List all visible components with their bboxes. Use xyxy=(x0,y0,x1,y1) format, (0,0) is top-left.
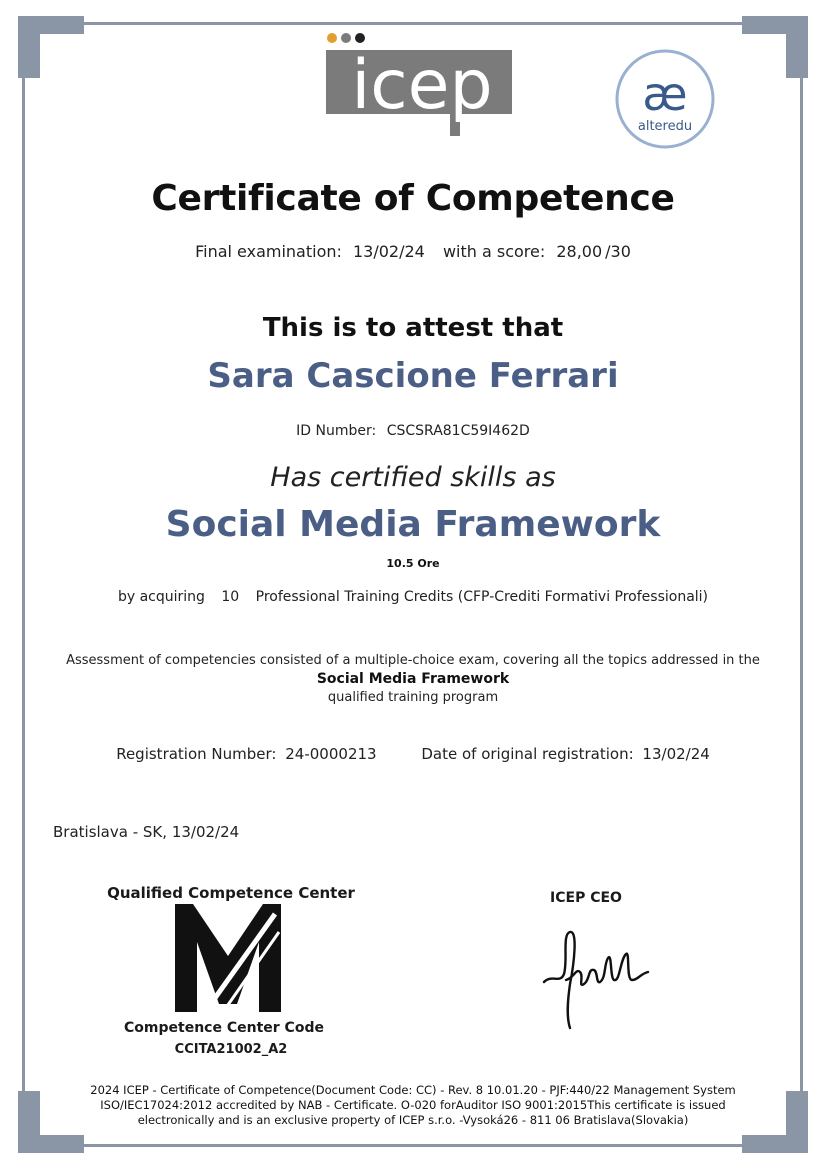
alteredu-text: alteredu xyxy=(637,119,693,134)
skill-title: Social Media Framework xyxy=(165,504,661,545)
registration-date: 13/02/24 xyxy=(642,745,710,763)
footer-line-1: 2024 ICEP - Certificate of Competence(Document Code: CC) - Rev. 8 10.01.20 - PJF:440/22 Management System xyxy=(90,1083,736,1097)
id-value: CSCSRA81C59I462D xyxy=(386,423,530,439)
score-value: 28,00 xyxy=(556,242,603,261)
frame-corner-top-right xyxy=(740,16,808,84)
registration-date-label: Date of original registration: xyxy=(421,745,634,763)
score-max: /30 xyxy=(605,242,631,261)
hours-text: 10.5 Ore xyxy=(386,557,440,570)
footer-line-3: electronically and is an exclusive property of ICEP s.r.o. -Vysoká26 - 811 06 Bratislava(Slovakia) xyxy=(137,1113,689,1127)
certified-text: Has certified skills as xyxy=(270,462,556,493)
id-label: ID Number: xyxy=(296,423,377,439)
exam-label: Final examination: xyxy=(195,242,342,261)
registration-number-label: Registration Number: xyxy=(116,745,277,763)
score-label: with a score: xyxy=(442,242,546,261)
assessment-skill: Social Media Framework xyxy=(316,671,510,687)
alteredu-glyph: æ xyxy=(642,67,688,121)
competence-center-logo xyxy=(175,904,281,1012)
frame-corner-top-left xyxy=(18,16,86,84)
frame-top xyxy=(40,22,786,25)
competence-center-heading: Qualified Competence Center xyxy=(107,884,355,902)
icep-logo xyxy=(326,30,516,140)
certificate-title: Certificate of Competence xyxy=(151,178,675,219)
registration-line xyxy=(0,745,826,763)
footer-line-2: ISO/IEC17024:2012 accredited by NAB - Certificate. O-020 forAuditor ISO 9001:2015This certificate is issued xyxy=(100,1098,726,1112)
exam-line xyxy=(0,242,826,261)
credits-prefix: by acquiring xyxy=(117,589,205,605)
assessment-text: Assessment of competencies consisted of a multiple-choice exam, covering all the topics addressed in the xyxy=(66,653,760,668)
attest-heading: This is to attest that xyxy=(262,313,564,343)
issue-date: 13/02/24 xyxy=(171,823,240,841)
ceo-label: ICEP CEO xyxy=(550,890,622,906)
credits-line xyxy=(0,589,826,605)
footer xyxy=(0,1083,826,1128)
competence-center-code: CCITA21002_A2 xyxy=(174,1042,288,1057)
exam-date: 13/02/24 xyxy=(352,242,425,261)
assessment-program: qualified training program xyxy=(327,690,499,705)
issue-city: Bratislava - SK, xyxy=(53,823,168,841)
icep-logo-text: icep xyxy=(351,46,493,125)
frame-bottom xyxy=(40,1144,786,1147)
alteredu-logo xyxy=(614,48,716,150)
credits-count: 10 xyxy=(221,589,240,605)
registration-number: 24-0000213 xyxy=(285,745,377,763)
issue-place xyxy=(53,823,239,841)
credits-suffix: Professional Training Credits (CFP-Crediti Formativi Professionali) xyxy=(255,589,709,605)
competence-center-code-label: Competence Center Code xyxy=(124,1020,324,1036)
ceo-signature xyxy=(540,924,655,1034)
id-line xyxy=(0,423,826,439)
recipient-name: Sara Cascione Ferrari xyxy=(207,356,619,396)
